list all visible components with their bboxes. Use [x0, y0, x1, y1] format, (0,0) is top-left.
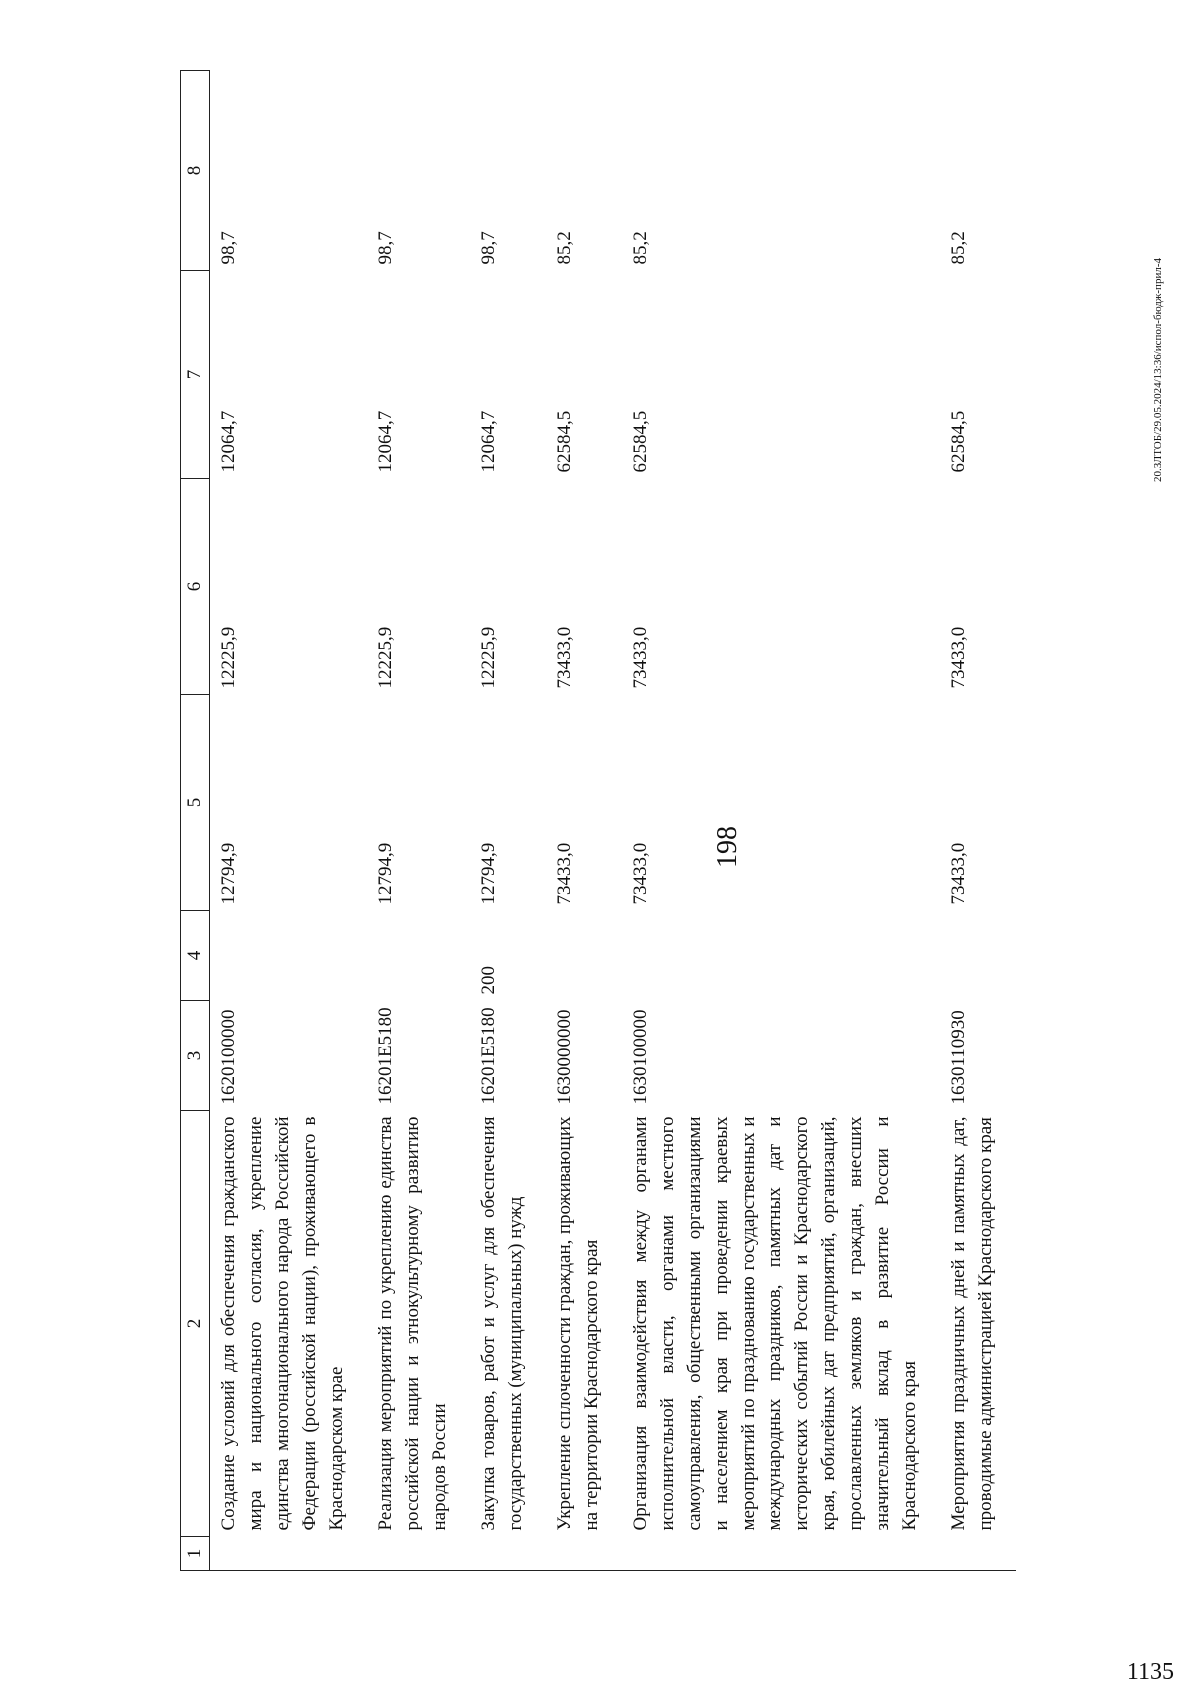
budget-table: [180, 70, 1016, 1571]
column-header: 8: [181, 71, 210, 271]
row-value-5: 73433,0: [948, 842, 970, 905]
table-row: [546, 71, 622, 1571]
row-code: 1630110930: [948, 1010, 970, 1105]
row-name: Закупка товаров, работ и услуг для обеспечения государственных (муниципальных) нужд: [477, 1116, 526, 1531]
table-header-row: [181, 71, 210, 1571]
row-code: 1630000000: [553, 1009, 575, 1105]
column-header: 7: [181, 271, 210, 479]
page-number: 198: [712, 826, 743, 868]
table-row: [470, 71, 546, 1571]
table-row: [940, 71, 1016, 1571]
row-name: Укрепление сплоченности граждан, проживающих на территории Краснодарского края: [553, 1116, 602, 1531]
row-value-5: 73433,0: [629, 842, 651, 905]
row-name: Организация взаимодействия между органами исполнительной власти, органами местного самоуправления, общественными организациями и населением края при проведении краевых мероприятий по празднованию государственных и международных праздников, памятных дат и исторических событий России и Краснодарского края, юбилейных дат предприятий, организаций, прославленных земляков и граждан, внесших значительный вклад в развитие России и Краснодарского края: [629, 1116, 921, 1531]
row-value-5: 73433,0: [553, 842, 575, 905]
row-value-6: 12225,9: [218, 626, 239, 689]
table-row: [210, 71, 367, 1571]
row-code: 16201Е5180: [477, 1007, 499, 1105]
row-value-6: 73433,0: [948, 626, 970, 689]
column-header: 4: [181, 911, 210, 1001]
row-value-5: 12794,9: [374, 842, 396, 905]
table-row: [367, 71, 470, 1571]
row-value-6: 73433,0: [629, 626, 651, 689]
row-value-6: 12225,9: [374, 626, 396, 689]
rotated-table-container: [180, 71, 1120, 1571]
row-type: [622, 911, 941, 1001]
row-value-8: 85,2: [553, 231, 575, 265]
row-value-8: 98,7: [218, 231, 239, 265]
column-header: 6: [181, 479, 210, 695]
row-value-7: 62584,5: [553, 410, 575, 473]
row-type: 200: [477, 966, 499, 995]
row-type: [367, 911, 470, 1001]
row-value-7: 12064,7: [477, 410, 499, 473]
row-value-7: 62584,5: [948, 410, 970, 473]
table-row: [622, 71, 941, 1571]
row-name: Мероприятия праздничных дней и памятных дат, проводимые администрацией Краснодарского края: [948, 1116, 997, 1531]
row-value-7: 12064,7: [218, 410, 239, 473]
row-value-5: 12794,9: [218, 842, 239, 905]
row-type: [940, 911, 1016, 1001]
row-name: Реализация мероприятий по укреплению единства российской нации и этнокультурному развитию народов России: [374, 1116, 450, 1531]
document-footer-code: 20.ЗЛТОБ/29.05.2024/13:36/испол-бюдж-прил-4: [1152, 258, 1164, 483]
row-type: [210, 911, 367, 1001]
row-code: 1620100000: [218, 1009, 239, 1105]
row-type: [546, 911, 622, 1001]
row-name: Создание условий для обеспечения гражданского мира и национального согласия, укрепление единства многонационального народа Российской Федерации (российской нации), проживающего в Краснодарском крае: [218, 1116, 347, 1531]
row-code: 16201Е5180: [374, 1007, 396, 1105]
row-value-6: 12225,9: [477, 626, 499, 689]
row-value-7: 12064,7: [374, 410, 396, 473]
column-header: 2: [181, 1111, 210, 1537]
column-header: 1: [181, 1537, 210, 1571]
row-value-5: 12794,9: [477, 842, 499, 905]
row-code: 1630100000: [629, 1009, 651, 1105]
row-value-8: 98,7: [374, 231, 396, 265]
row-value-6: 73433,0: [553, 626, 575, 689]
column-header: 5: [181, 695, 210, 911]
row-value-7: 62584,5: [629, 410, 651, 473]
archive-page-number: 1135: [1126, 1659, 1174, 1685]
column-header: 3: [181, 1001, 210, 1111]
row-value-8: 85,2: [629, 231, 651, 265]
row-value-8: 98,7: [477, 231, 499, 265]
row-value-8: 85,2: [948, 231, 970, 265]
